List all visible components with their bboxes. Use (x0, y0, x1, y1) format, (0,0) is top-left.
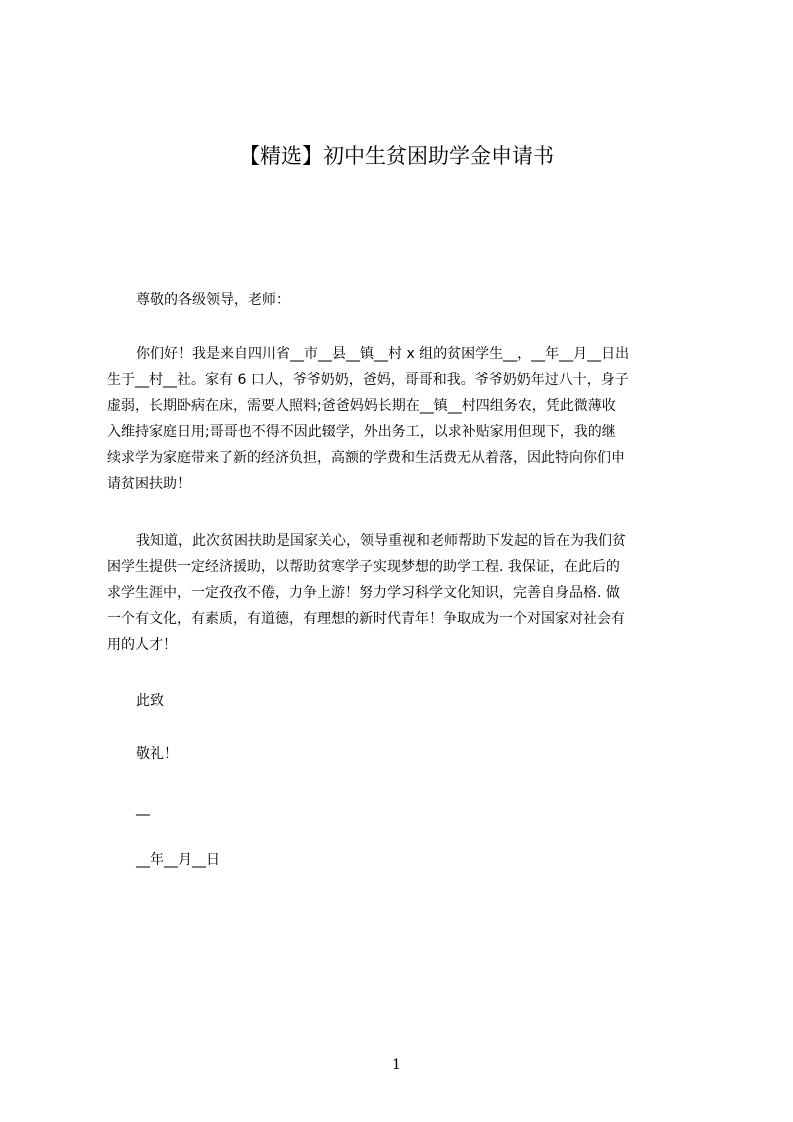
closing-ci-zhi: 此致 (136, 693, 164, 709)
paragraph-line: 困学生提供一定经济援助，以帮助贫寒学子实现梦想的助学工程. 我保证，在此后的 (107, 559, 620, 575)
paragraph-line: 入维持家庭日用;哥哥也不得不因此辍学，外出务工，以求补贴家用但现下，我的继 (107, 424, 616, 440)
paragraph-line: 用的人才！ (107, 637, 177, 653)
salutation: 尊敬的各级领导，老师： (136, 292, 290, 308)
paragraph-commitment (107, 528, 699, 658)
paragraph-line: 续求学为家庭带来了新的经济负担，高额的学费和生活费无从着落，因此特向你们申 (107, 450, 625, 466)
paragraph-line: 虚弱，长期卧病在床，需要人照料;爸爸妈妈长期在__镇__村四组务农，凭此微薄收 (107, 398, 616, 414)
closing-jing-li: 敬礼！ (136, 746, 178, 762)
paragraph-line: 请贫困扶助！ (107, 476, 191, 492)
page-number: 1 (392, 1057, 401, 1073)
paragraph-line: 我知道，此次贫困扶助是国家关心，领导重视和老师帮助下发起的旨在为我们贫 (136, 533, 626, 549)
date-line: __年__月__日 (136, 852, 220, 868)
signature-blank: __ (136, 800, 150, 816)
paragraph-line: 求学生涯中，一定孜孜不倦，力争上游！努力学习科学文化知识，完善自身品格. 做 (107, 585, 620, 601)
paragraph-line: 你们好！我是来自四川省__市__县__镇__村 x 组的贫困学生__，__年__月__日出 (136, 346, 630, 362)
paragraph-greeting-background (107, 341, 699, 497)
document-title: 【精选】初中生贫困助学金申请书 (239, 144, 554, 168)
paragraph-line: 一个有文化，有素质，有道德，有理想的新时代青年！争取成为一个对国家对社会有 (107, 611, 625, 627)
paragraph-line: 生于__村__社。家有 6 口人，爷爷奶奶，爸妈，哥哥和我。爷爷奶奶年过八十，身子 (107, 372, 629, 388)
